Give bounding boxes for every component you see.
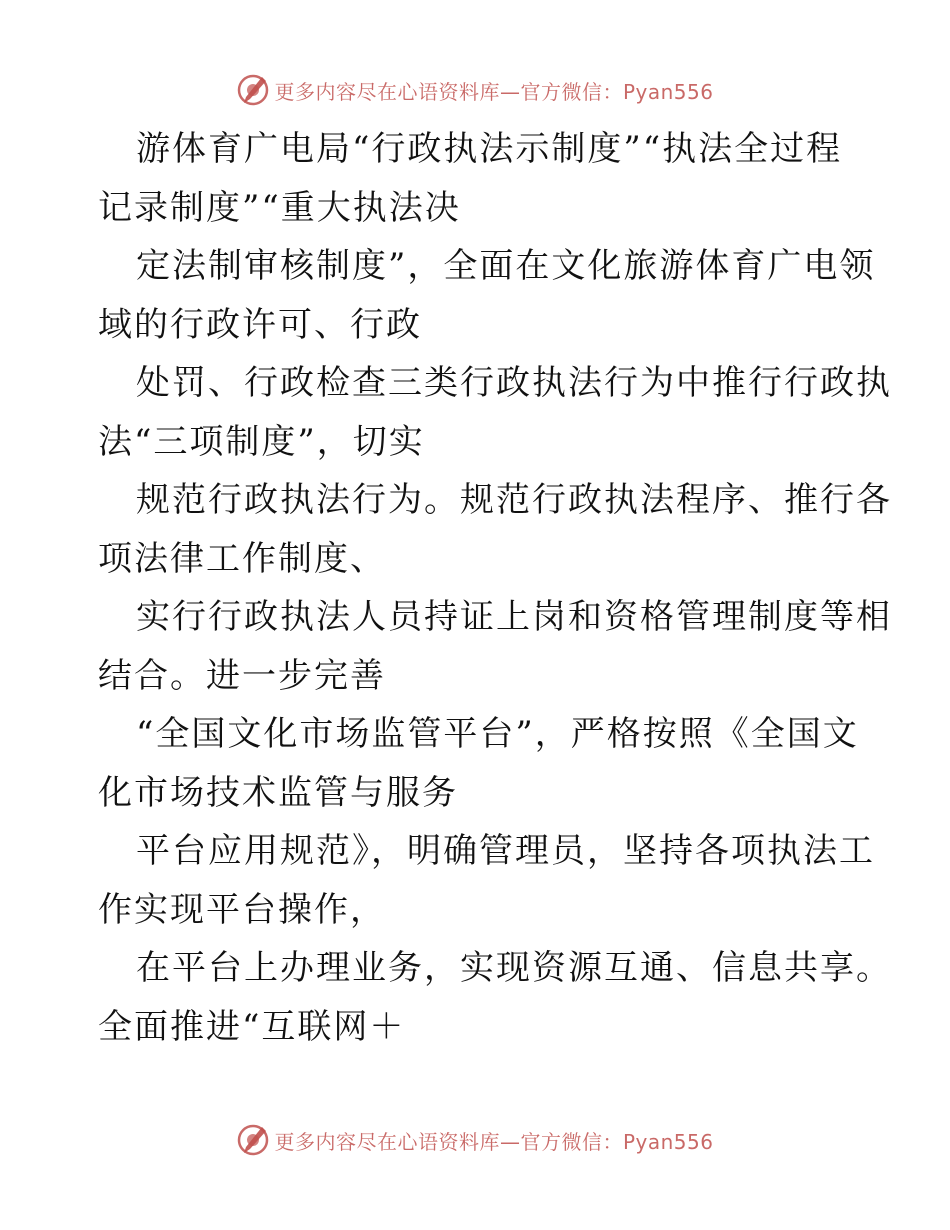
text-line: 结合。进一步完善	[98, 655, 386, 696]
watermark-text: 更多内容尽在心语资料库—官方微信：Pyan556	[274, 1129, 714, 1154]
text-line: “全国文化市场监管平台”，严格按照《全国文	[136, 714, 859, 754]
text-line: 处罚、行政检查三类行政执法行为中推行行政执	[136, 363, 892, 403]
text-line: 域的行政许可、行政	[98, 304, 422, 345]
quill-logo-icon	[236, 1123, 270, 1157]
watermark-text: 更多内容尽在心语资料库—官方微信：Pyan556	[274, 79, 714, 104]
text-line: 化市场技术监管与服务	[98, 772, 458, 813]
text-line: 游体育广电局“行政执法示制度”“执法全过程	[136, 129, 843, 169]
footer-watermark	[0, 1120, 950, 1160]
text-line: 全面推进“互联网＋	[98, 1006, 406, 1047]
text-line: 实行行政执法人员持证上岗和资格管理制度等相	[136, 597, 892, 637]
text-line: 作实现平台操作，	[98, 889, 386, 930]
text-line: 项法律工作制度、	[98, 538, 386, 579]
text-line: 定法制审核制度”，全面在文化旅游体育广电领	[136, 246, 876, 286]
document-body	[98, 120, 892, 1056]
text-line: 平台应用规范》，明确管理员，坚持各项执法工	[136, 831, 875, 871]
header-watermark	[0, 70, 950, 110]
text-line: 法“三项制度”，切实	[98, 421, 425, 462]
text-line: 在平台上办理业务，实现资源互通、信息共享。	[136, 948, 892, 988]
text-line: 规范行政执法行为。规范行政执法程序、推行各	[136, 480, 892, 520]
quill-logo-icon	[236, 73, 270, 107]
text-line: 记录制度”“重大执法决	[98, 187, 461, 228]
